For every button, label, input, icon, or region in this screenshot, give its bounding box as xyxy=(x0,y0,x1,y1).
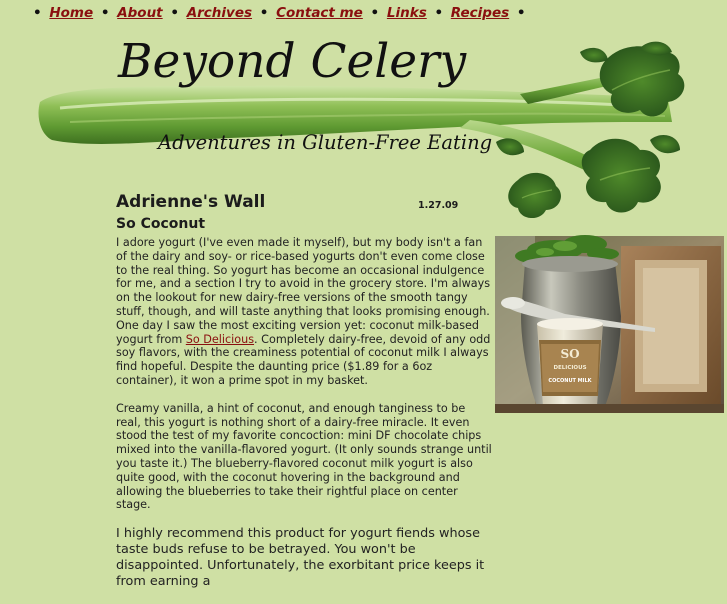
nav-bullet: • xyxy=(33,5,42,21)
nav-bullet: • xyxy=(100,5,110,21)
post-text: I adore yogurt (I've even made it myself), but my body isn't a fan of the dairy and soy- or rice-based yogurts don't even come close to the real thing. So yogurt has become an occasional indulgence for me, and a section I try to avoid in the grocery store. I'm always on the lookout for new dairy-free versions of the smooth tangy stuff, though, and will taste anything that looks promising enough. One day I saw the most exciting version yet: coconut milk-based yogurt from xyxy=(116,236,491,346)
yogurt-photo xyxy=(495,236,724,413)
nav-bullet: • xyxy=(370,5,380,21)
nav-bullet: • xyxy=(170,5,179,21)
carton-so-text: SO xyxy=(560,347,580,361)
nav-link-links[interactable]: Links xyxy=(386,5,427,21)
post-date: 1.27.09 xyxy=(418,200,459,211)
post-text: . Completely dairy-free, devoid of any odd soy flavors, with the creaminess potential of coconut milk I always find hopeful. Despite the daunting price ($1.89 for a 6oz container), it won a prime spot in my basket. xyxy=(116,332,491,387)
site-header xyxy=(0,30,727,220)
site-title[interactable]: Beyond Celery xyxy=(118,34,467,89)
post-paragraph: Creamy vanilla, a hint of coconut, and enough tanginess to be real, this yogurt is nothing short of a dairy-free miracle. It even stood the test of my favorite concoction: mini DF chocolate chips mixed into the vanilla-flavored yogurt. (It only sounds strange until you taste it.) The blueberry-flavored coconut milk yogurt is also quite good, with the coconut hovering in the background and allowing the blueberries to take their rightful place on center stage. xyxy=(116,401,492,512)
nav-link-about[interactable]: About xyxy=(117,5,163,21)
post-body xyxy=(116,236,492,604)
site-tagline: Adventures in Gluten-Free Eating xyxy=(158,131,493,154)
post-title: So Coconut xyxy=(116,216,206,232)
nav-link-home[interactable]: Home xyxy=(49,5,94,21)
carton-product-text: COCONUT MILK xyxy=(548,378,592,384)
nav-bullet: • xyxy=(516,5,526,21)
post-paragraph: I highly recommend this product for yogurt fiends whose taste buds refuse to be betrayed. You won't be disappointed. Unfortunately, the exorbitant price keeps it from earning a xyxy=(116,526,485,590)
nav-link-contact[interactable]: Contact me xyxy=(276,5,363,21)
nav-link-recipes[interactable]: Recipes xyxy=(450,5,510,21)
so-delicious-link[interactable]: So Delicious xyxy=(185,332,255,346)
nav-bullet: • xyxy=(434,5,444,21)
carton-brand-text: DELICIOUS xyxy=(553,365,587,371)
blog-title: Adrienne's Wall xyxy=(116,192,266,212)
nav-link-archives[interactable]: Archives xyxy=(186,5,253,21)
nav-bullet: • xyxy=(259,5,269,21)
post-paragraph xyxy=(116,236,492,388)
top-nav xyxy=(30,5,529,21)
